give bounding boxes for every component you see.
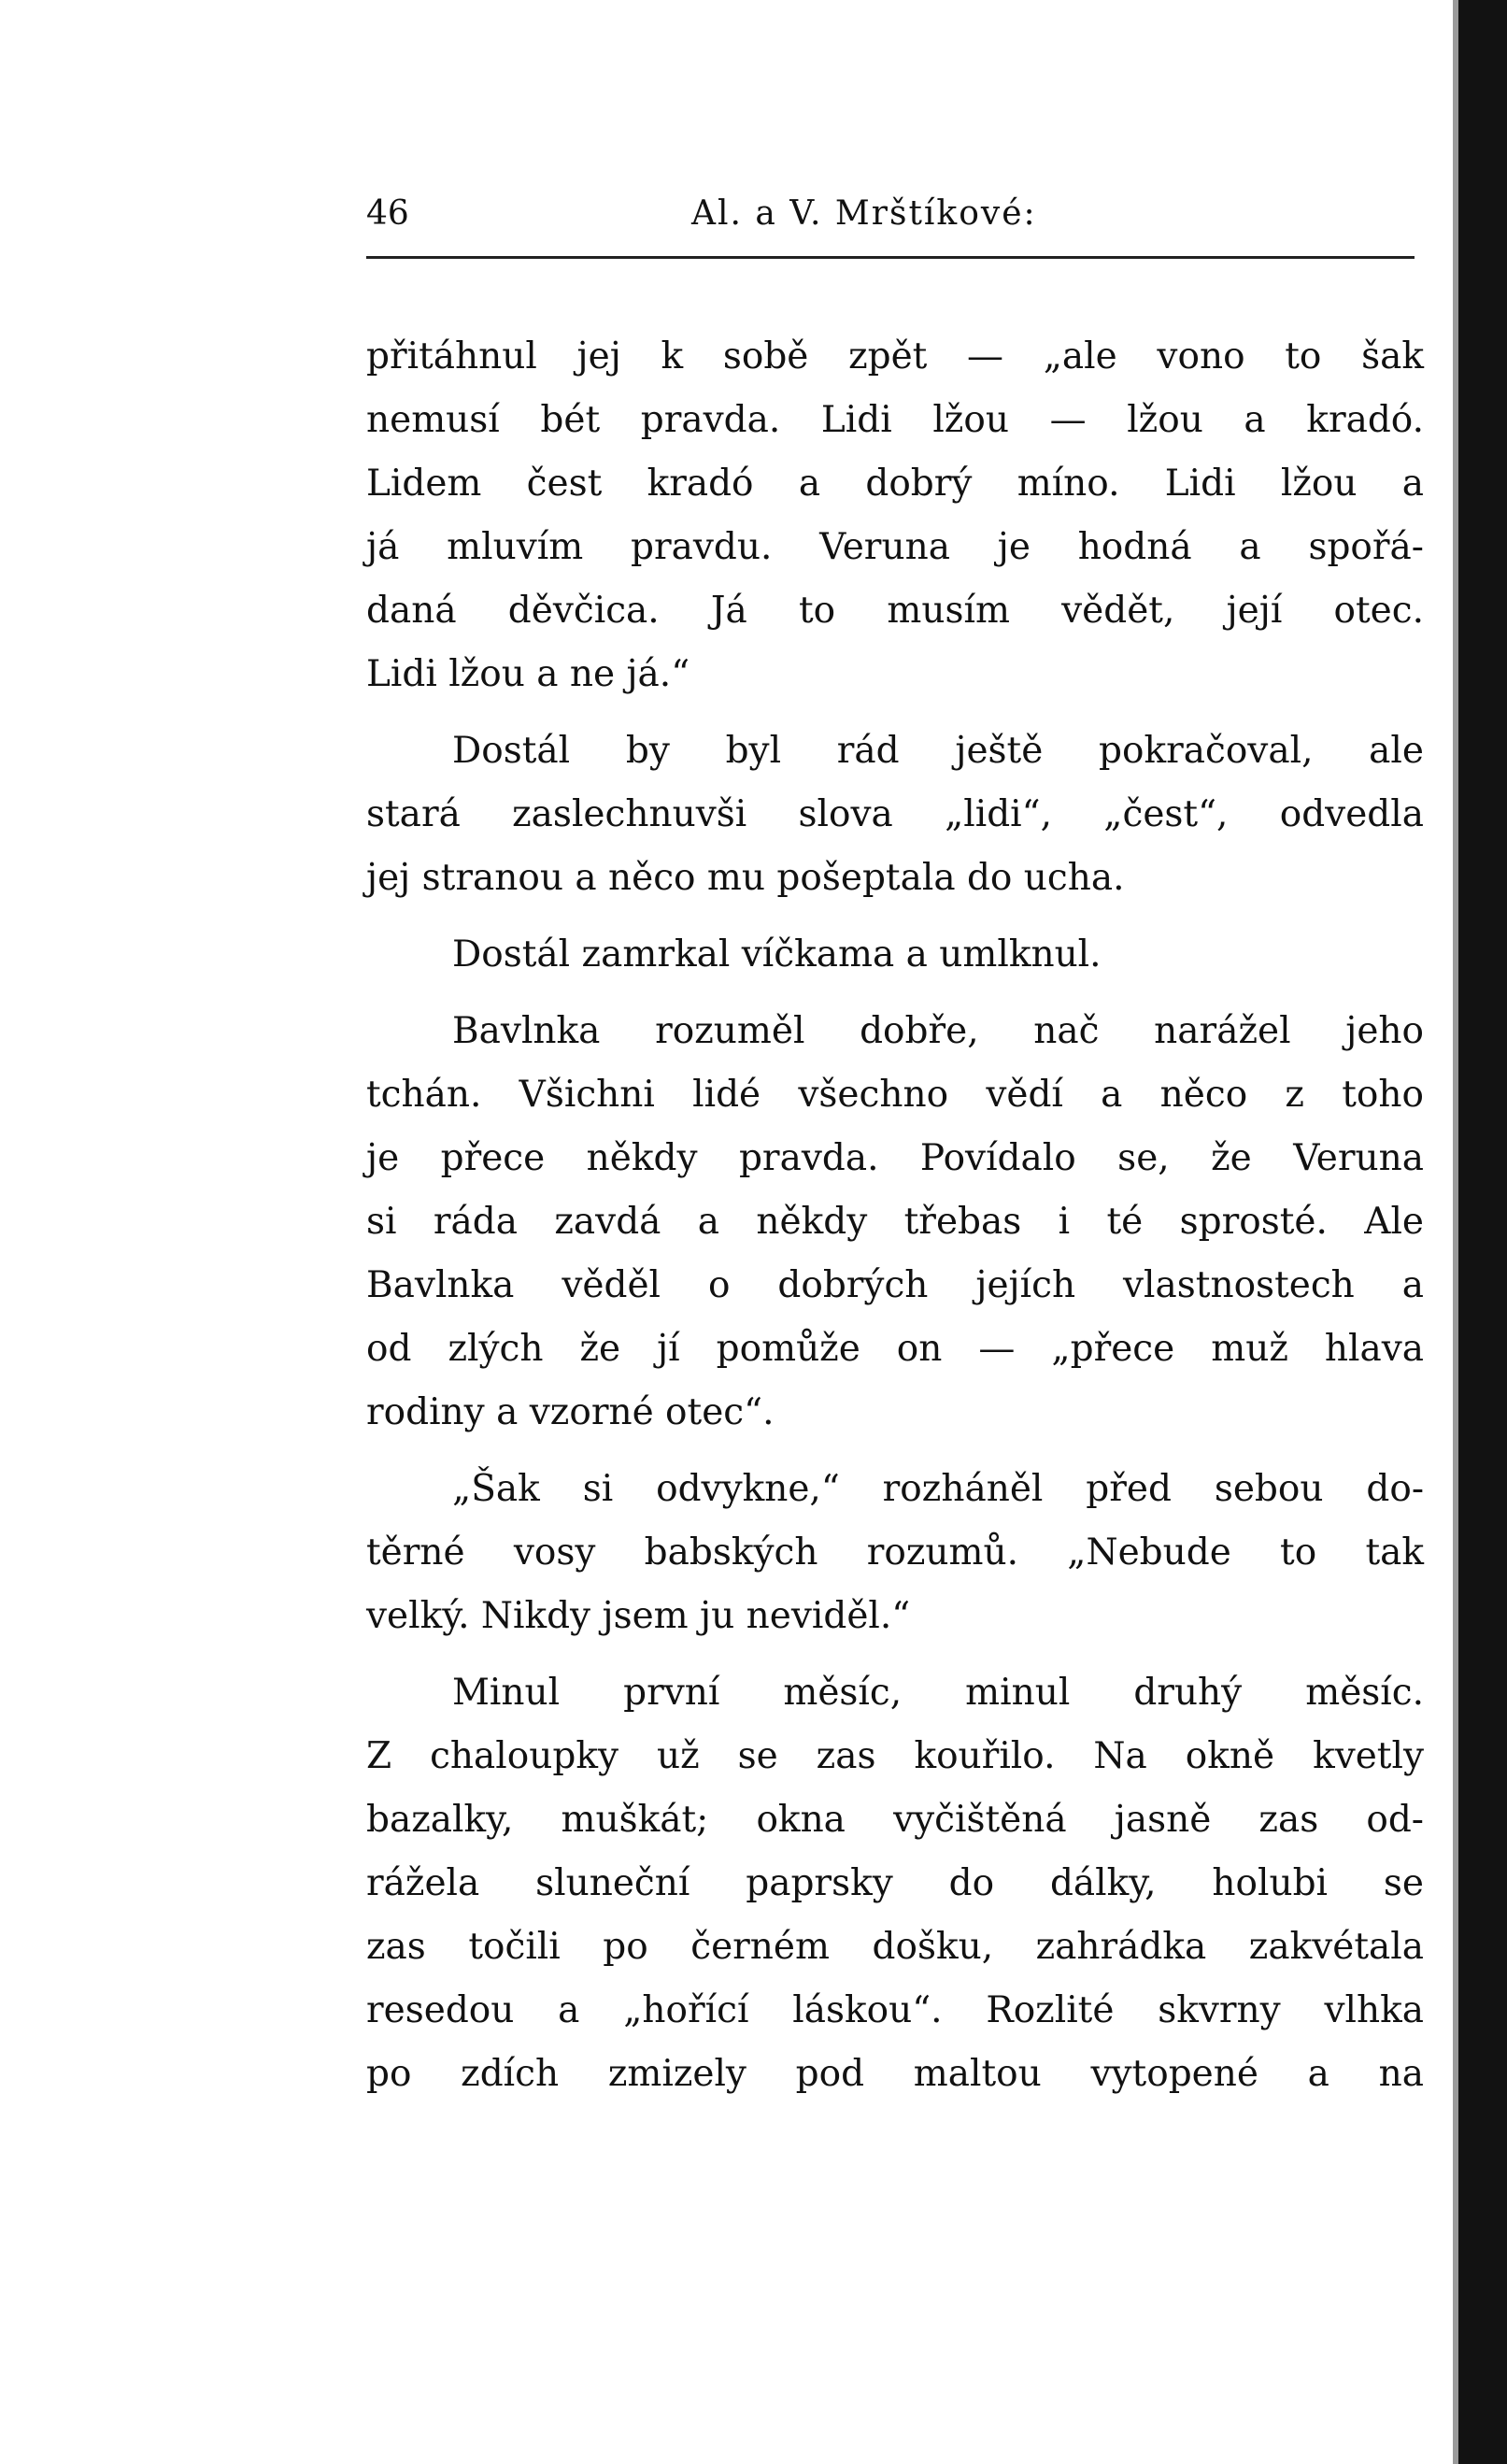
text-line: jej stranou a něco mu pošeptala do ucha. — [366, 857, 1125, 899]
paragraph — [366, 1661, 1424, 2106]
text-line: tchán. Všichni lidé všechno vědí a něco z toho — [366, 1074, 1424, 1116]
text-line: Lidem čest kradó a dobrý míno. Lidi lžou a — [366, 463, 1424, 505]
text-line: si ráda zavdá a někdy třebas i té sprosté. Ale — [366, 1201, 1424, 1243]
text-line: Minul první měsíc, minul druhý měsíc. — [452, 1672, 1424, 1714]
page-number: 46 — [366, 194, 409, 233]
text-line: Dostál zamrkal víčkama a umlknul. — [452, 933, 1102, 976]
text-line: resedou a „hořící láskou“. Rozlité skvrny vlhka — [366, 1989, 1424, 2031]
text-line: po zdích zmizely pod maltou vytopené a na — [366, 2053, 1424, 2095]
text-line: přitáhnul jej k sobě zpět — „ale vono to šak — [366, 335, 1424, 377]
text-line: velký. Nikdy jsem ju neviděl.“ — [366, 1595, 911, 1637]
text-line: Bavlnka rozuměl dobře, nač narážel jeho — [452, 1010, 1424, 1052]
paragraph — [366, 1000, 1424, 1445]
text-line: těrné vosy babských rozumů. „Nebude to tak — [366, 1531, 1424, 1574]
paragraph — [366, 719, 1424, 910]
text-line: Bavlnka věděl o dobrých jejích vlastnostech a — [366, 1264, 1424, 1306]
text-line: je přece někdy pravda. Povídalo se, že Veruna — [366, 1137, 1424, 1179]
text-line: daná děvčica. Já to musím vědět, její otec. — [366, 590, 1424, 632]
text-line: stará zaslechnuvši slova „lidi“, „čest“, odvedla — [366, 793, 1424, 835]
text-line: rážela sluneční paprsky do dálky, holubi se — [366, 1862, 1424, 1904]
page-header — [366, 194, 1415, 247]
text-line: zas točili po černém došku, zahrádka zakvétala — [366, 1926, 1424, 1968]
paragraph — [366, 1458, 1424, 1648]
text-line: Dostál by byl rád ještě pokračoval, ale — [452, 730, 1424, 772]
text-line: nemusí bét pravda. Lidi lžou — lžou a kradó. — [366, 399, 1424, 441]
text-line: rodiny a vzorné otec“. — [366, 1391, 775, 1433]
paragraph — [366, 325, 1424, 706]
text-line: bazalky, muškát; okna vyčištěná jasně zas od- — [366, 1799, 1424, 1841]
running-head: Al. a V. Mrštíkové: — [691, 194, 1037, 233]
text-line: od zlých že jí pomůže on — „přece muž hlava — [366, 1328, 1424, 1370]
paragraph — [366, 923, 1424, 987]
body-text — [366, 325, 1424, 2106]
page-edge-shadow — [1458, 0, 1507, 2464]
header-rule — [366, 256, 1415, 259]
text-line: Z chaloupky už se zas kouřilo. Na okně kvetly — [366, 1735, 1424, 1777]
text-line: Lidi lžou a ne já.“ — [366, 653, 690, 695]
text-line: já mluvím pravdu. Veruna je hodná a spořá- — [366, 526, 1424, 568]
text-line: „Šak si odvykne,“ rozháněl před sebou do- — [452, 1468, 1424, 1510]
